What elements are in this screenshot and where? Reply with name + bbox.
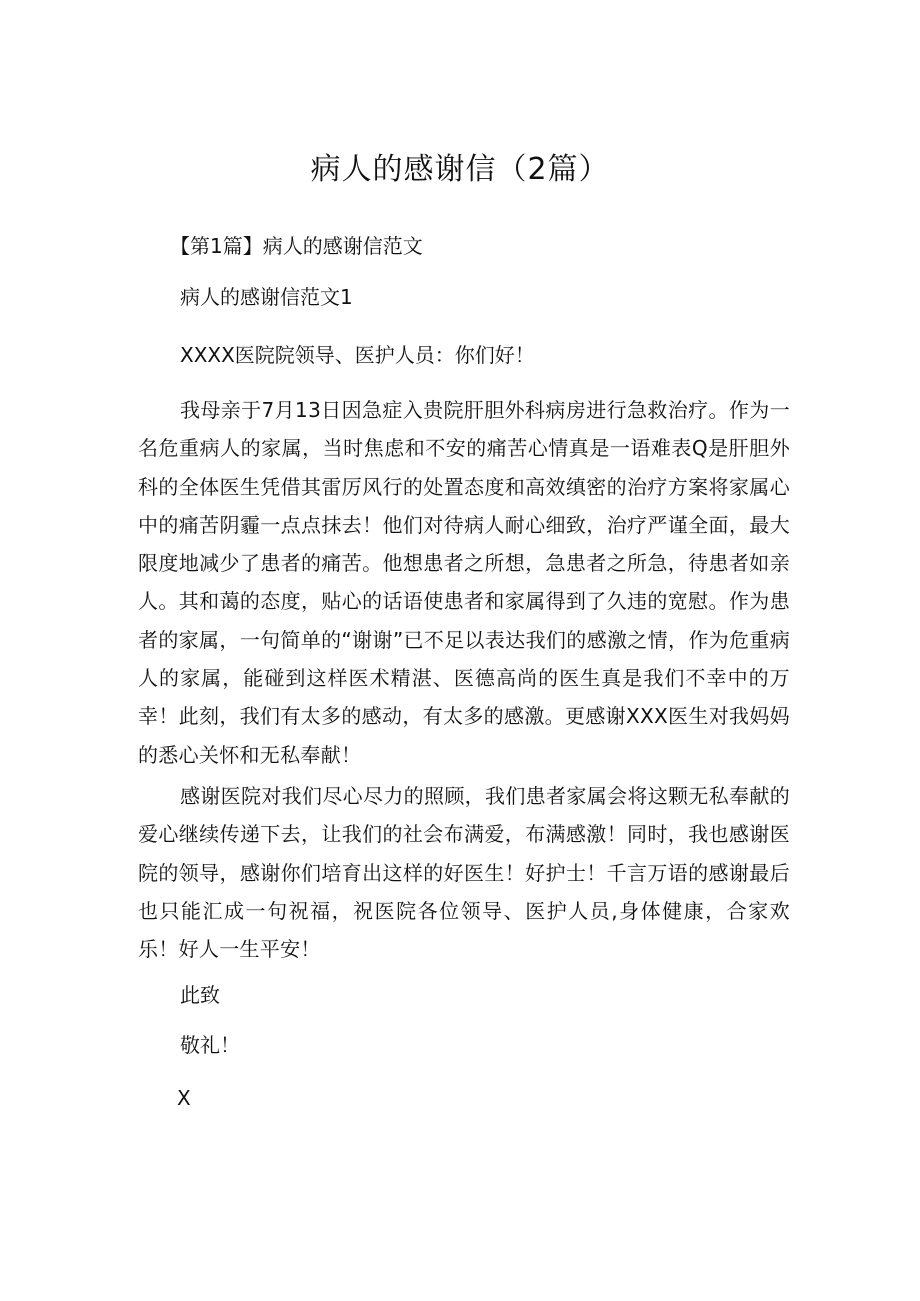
letter-subheading: 病人的感谢信范文1 [180, 285, 353, 309]
signature: X [177, 1086, 191, 1110]
section-heading: 【第1篇】病人的感谢信范文 [170, 234, 423, 258]
closing-line-1: 此致 [180, 983, 220, 1007]
body-paragraph-1: 我母亲于7月13日因急症入贵院肝胆外科病房进行急救治疗。作为一名危重病人的家属，当时焦虑和不安的痛苦心情真是一语难表Q是肝胆外科的全体医生凭借其雷厉风行的处置态度和高效缜密的治疗方案将家属心中的痛苦阴霾一点点抹去！他们对待病人耐心细致，治疗严谨全面，最大限度地减少了患者的痛苦。他想患者之所想，急患者之所急，待患者如亲人。其和蔼的态度，贴心的话语使患者和家属得到了久违的宽慰。作为患者的家属，一句简单的“谢谢”已不足以表达我们的感激之情，作为危重病人的家属，能碰到这样医术精湛、医德高尚的医生真是我们不幸中的万幸！此刻，我们有太多的感动，有太多的感激。更感谢XXX医生对我妈妈的悉心关怀和无私奉献！ [138, 398, 790, 767]
closing-line-2: 敬礼！ [180, 1033, 240, 1057]
letter-salutation: XXXX医院院领导、医护人员：你们好！ [180, 343, 535, 367]
document-title: 病人的感谢信（2篇） [310, 152, 610, 187]
body-paragraph-2: 感谢医院对我们尽心尽力的照顾，我们患者家属会将这颗无私奉献的爱心继续传递下去，让我们的社会布满爱，布满感激！同时，我也感谢医院的领导，感谢你们培育出这样的好医生！好护士！千言万语的感谢最后也只能汇成一句祝福，祝医院各位领导、医护人员,身体健康，合家欢乐！好人一生平安！ [138, 784, 790, 962]
